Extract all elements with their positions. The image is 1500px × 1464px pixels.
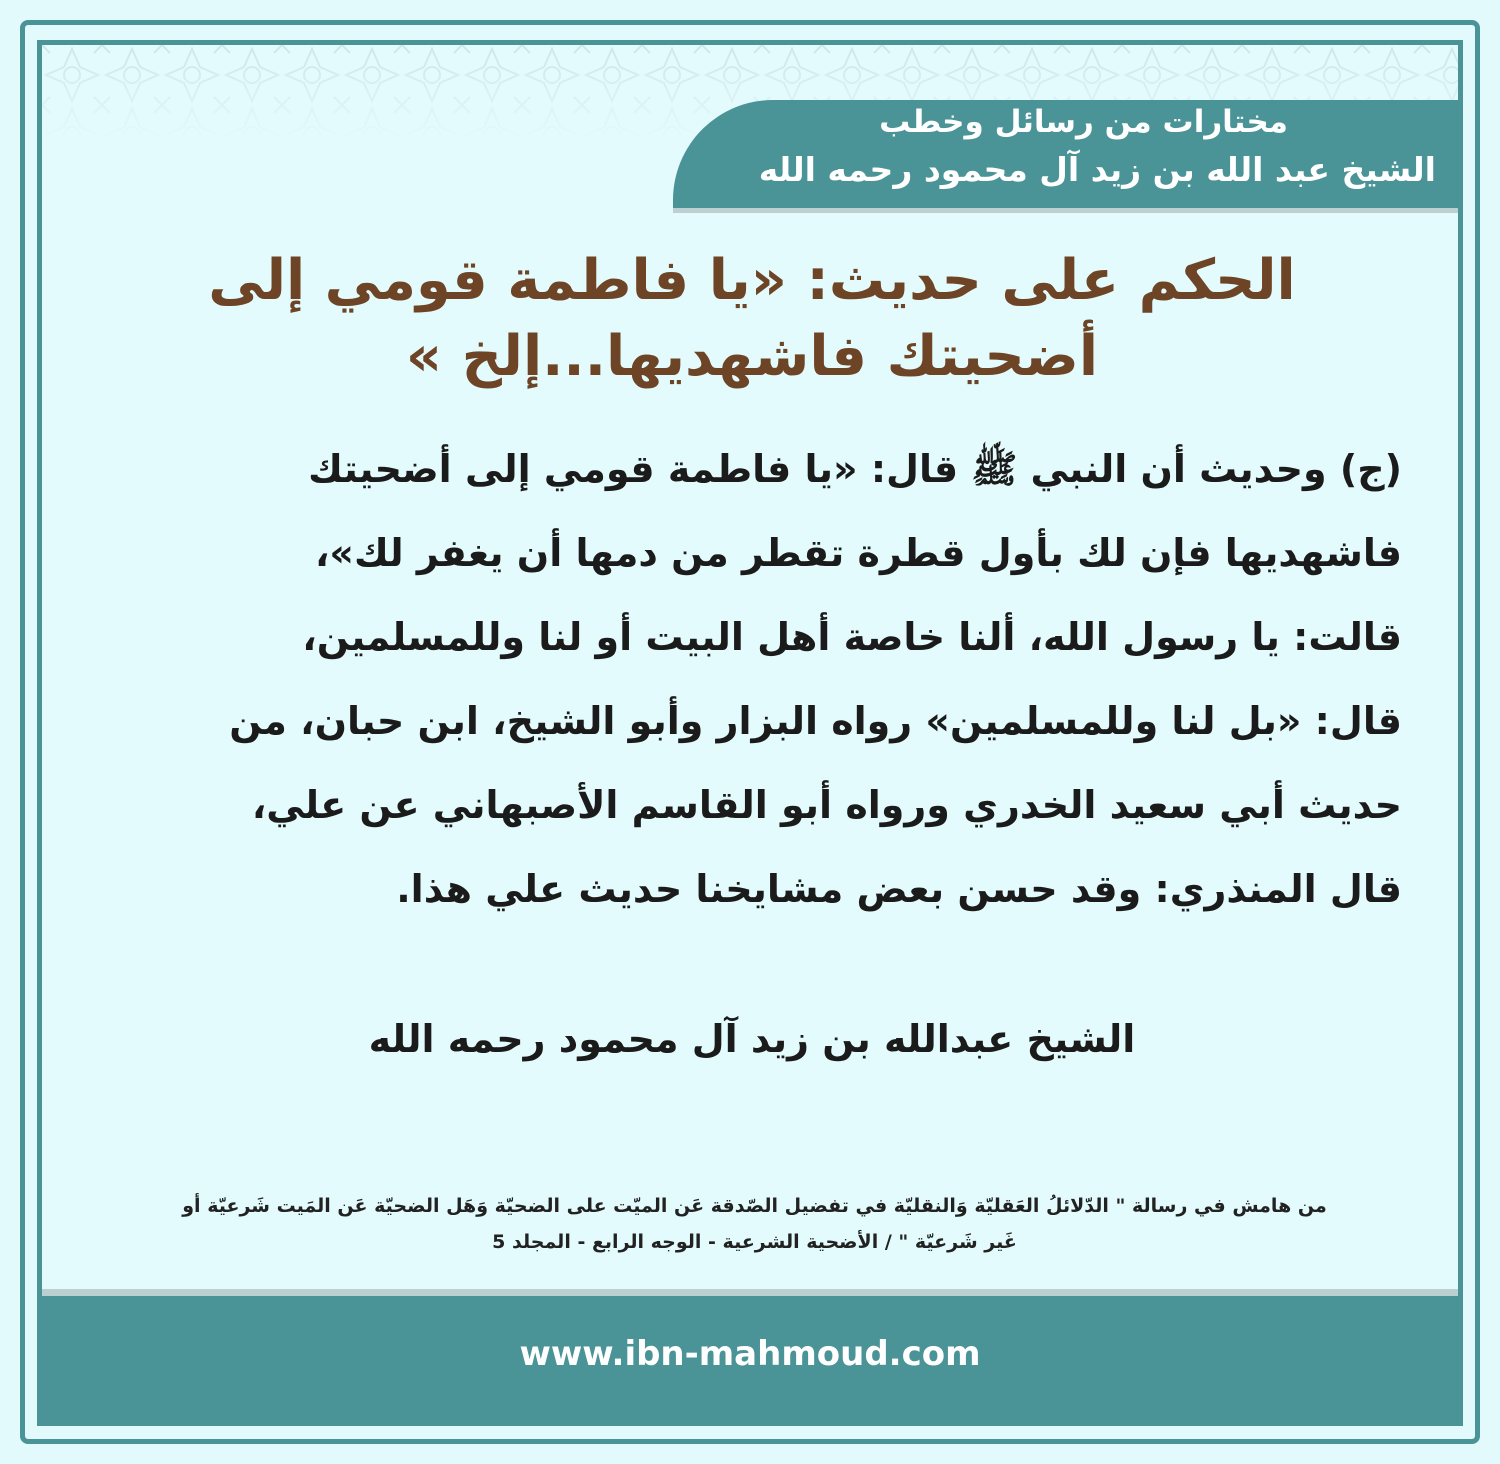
page-title [102, 243, 1402, 395]
header-banner [673, 100, 1458, 208]
body-line: قال: «بل لنا وللمسلمين» رواه البزار وأبو الشيخ، ابن حبان، من [229, 699, 1402, 743]
website-link[interactable]: www.ibn-mahmoud.com [519, 1334, 981, 1374]
footer-banner [42, 1289, 1458, 1421]
header-series-title: مختارات من رسائل وخطب [879, 104, 1288, 140]
body-text [112, 427, 1402, 931]
author-signature: الشيخ عبدالله بن زيد آل محمود رحمه الله [368, 1017, 1136, 1061]
body-line: فاشهديها فإن لك بأول قطرة تقطر من دمها أن يغفر لك»، [315, 531, 1402, 575]
body-line: (ج) وحديث أن النبي ﷺ قال: «يا فاطمة قومي إلى أضحيتك [308, 447, 1402, 491]
body-line: قالت: يا رسول الله، ألنا خاصة أهل البيت أو لنا وللمسلمين، [302, 615, 1402, 659]
source-line-2: غَير شَرعيّة " / الأضحية الشرعية - الوجه الرابع - المجلد 5 [492, 1231, 1017, 1253]
body-line: حديث أبي سعيد الخدري ورواه أبو القاسم الأصبهاني عن علي، [251, 783, 1402, 827]
source-line-1: من هامش في رسالة " الدّلائلُ العَقليّة وَالنقليّة في تفضيل الصّدقة عَن الميّت على الضحيّة وَهَل الضحيّة عَن المَيت شَرعيّة أو [182, 1195, 1327, 1217]
inner-frame [37, 40, 1463, 1426]
title-line-1: الحكم على حديث: «يا فاطمة قومي إلى [208, 248, 1296, 313]
body-line: قال المنذري: وقد حسن بعض مشايخنا حديث علي هذا. [396, 867, 1402, 911]
source-note [97, 1188, 1412, 1260]
header-author-name: الشيخ عبد الله بن زيد آل محمود رحمه الله [758, 150, 1436, 189]
title-line-2: أضحيتك فاشهديها...إلخ » [405, 324, 1099, 389]
